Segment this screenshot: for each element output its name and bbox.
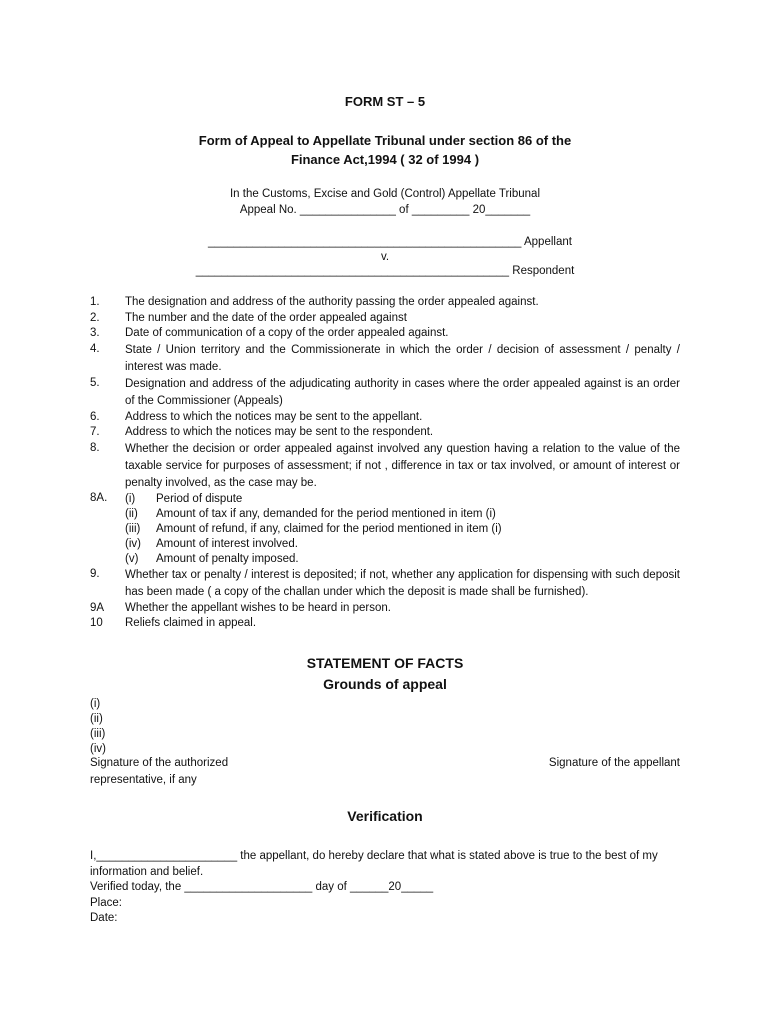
item-text: The number and the date of the order appealed against — [125, 311, 407, 324]
grounds-of-appeal-heading: Grounds of appeal — [323, 676, 447, 692]
sub-item-number: (iii) — [125, 522, 141, 535]
item-text: Designation and address of the adjudicating authority in cases where the order appealed against is an order of the Commissioner (Appeals) — [125, 377, 680, 407]
ground-item: (i) — [90, 698, 101, 710]
appellant-blank: _________________________________________________ Appellant — [208, 236, 572, 248]
appeal-number-line: Appeal No. _______________ of _________ 20_______ — [239, 204, 531, 216]
list-item — [90, 616, 680, 632]
appeal-items-list — [90, 295, 680, 632]
item-number: 1. — [90, 296, 100, 308]
list-item — [90, 567, 680, 601]
item-text: Reliefs claimed in appeal. — [125, 617, 257, 629]
signature-representative-line-1: Signature of the authorized — [90, 757, 229, 769]
item-text: Whether the decision or order appealed against involved any question having a relation to the value of the taxable service for purposes of assessment; if not , difference in tax or tax involved, or amount of interest or penalty involved, as the case may be. — [125, 442, 680, 489]
item-text: The designation and address of the authority passing the order appealed against. — [125, 296, 539, 308]
signature-appellant: Signature of the appellant — [548, 757, 680, 769]
ground-item: (ii) — [90, 713, 103, 725]
list-item — [90, 441, 680, 492]
list-item — [90, 311, 680, 327]
respondent-blank: _________________________________________________ Respondent — [195, 265, 575, 277]
sub-item-number: (i) — [125, 492, 136, 505]
place-label: Place: — [90, 896, 122, 909]
list-item-8a — [90, 492, 680, 567]
list-item — [90, 410, 680, 426]
signature-representative — [90, 755, 228, 789]
item-number: 2. — [90, 311, 100, 324]
item-number: 3. — [90, 327, 100, 339]
sub-items — [90, 492, 680, 567]
sub-item-number: (iv) — [125, 537, 141, 550]
ground-item: (iii) — [90, 728, 106, 740]
sub-item-text: Amount of refund, if any, claimed for the period mentioned in item (i) — [156, 522, 502, 535]
item-text: State / Union territory and the Commissionerate in which the order / decision of assessment / penalty / interest was made. — [125, 343, 680, 373]
sub-item — [125, 522, 680, 537]
sub-item — [125, 537, 680, 552]
sub-item-text: Amount of interest involved. — [156, 537, 298, 550]
item-text: Address to which the notices may be sent to the respondent. — [125, 426, 434, 438]
sub-item-number: (ii) — [125, 507, 138, 520]
respondent-line — [0, 264, 770, 279]
form-title — [0, 131, 770, 169]
sub-item-text: Amount of penalty imposed. — [156, 552, 299, 565]
date-label: Date: — [90, 912, 118, 924]
item-number: 4. — [90, 342, 100, 355]
item-number: 8A. — [90, 491, 108, 504]
verified-today-line: Verified today, the ____________________ day of ______20_____ — [90, 881, 434, 893]
item-number: 10 — [90, 617, 103, 629]
item-number: 5. — [90, 376, 100, 389]
form-title-line-1: Form of Appeal to Appellate Tribunal under section 86 of the — [198, 133, 572, 148]
item-text: Whether tax or penalty / interest is deposited; if not, whether any application for dispensing with such deposit has been made ( a copy of the challan under which the deposit is made shall be furnished). — [125, 568, 680, 598]
list-item — [90, 342, 680, 376]
list-item — [90, 376, 680, 410]
grounds-list — [90, 697, 106, 757]
verification-details — [90, 880, 433, 927]
verification-heading: Verification — [347, 808, 423, 824]
form-title-line-2: Finance Act,1994 ( 32 of 1994 ) — [290, 152, 480, 167]
list-item — [90, 295, 680, 311]
item-text: Date of communication of a copy of the order appealed against. — [125, 327, 449, 339]
item-number: 7. — [90, 426, 100, 438]
tribunal-name: In the Customs, Excise and Gold (Control) Appellate Tribunal — [229, 188, 541, 200]
list-item — [90, 326, 680, 342]
list-item — [90, 425, 680, 441]
item-text: Whether the appellant wishes to be heard in person. — [125, 601, 391, 614]
item-number: 9A — [90, 601, 105, 614]
list-item — [90, 601, 680, 617]
ground-item: (iv) — [90, 743, 106, 755]
item-number: 8. — [90, 441, 100, 454]
sub-item — [125, 492, 680, 507]
sub-item-text: Period of dispute — [156, 492, 243, 505]
appellant-line — [0, 235, 770, 250]
item-text: Address to which the notices may be sent to the appellant. — [125, 410, 423, 423]
sub-item — [125, 552, 680, 567]
sub-item-text: Amount of tax if any, demanded for the period mentioned in item (i) — [156, 507, 496, 520]
signature-representative-line-2: representative, if any — [90, 774, 197, 786]
sub-item — [125, 507, 680, 522]
declaration-text: I,______________________ the appellant, do hereby declare that what is stated above is true to the best of my information and belief. — [90, 850, 658, 878]
item-number: 6. — [90, 410, 100, 423]
versus-label: v. — [380, 251, 390, 263]
statement-of-facts-heading: STATEMENT OF FACTS — [306, 655, 464, 671]
sub-item-number: (v) — [125, 552, 139, 565]
item-number: 9. — [90, 567, 100, 580]
form-number: FORM ST – 5 — [344, 94, 426, 109]
